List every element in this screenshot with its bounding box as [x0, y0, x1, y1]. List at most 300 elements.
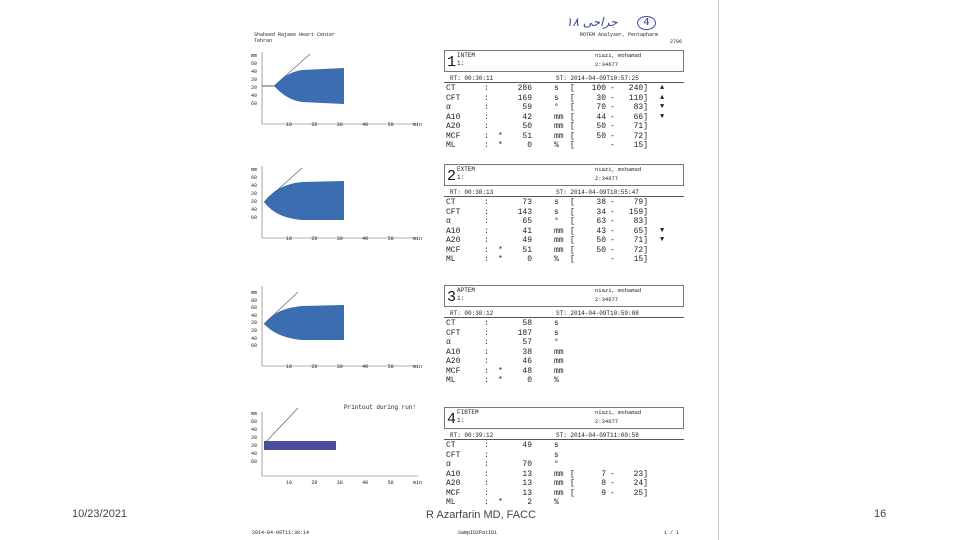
- result-value: 0: [527, 255, 532, 264]
- x-tick: 40: [362, 480, 369, 486]
- result-colon: :: [484, 131, 489, 141]
- result-row: [446, 198, 684, 208]
- result-parameter: CFT: [446, 450, 461, 460]
- test-name: INTEM: [457, 52, 476, 59]
- result-range-dash: -: [610, 141, 615, 150]
- trace-shape: [264, 181, 344, 220]
- result-parameter: ML: [446, 255, 456, 264]
- result-row: [446, 217, 684, 227]
- result-range-high: 159]: [628, 207, 648, 217]
- trace-shape: [264, 441, 336, 450]
- result-value: 13: [522, 488, 532, 498]
- x-tick-labels: [286, 236, 422, 242]
- result-value: 13: [522, 469, 532, 479]
- result-bracket: [: [570, 141, 575, 150]
- result-value: 50: [522, 122, 532, 131]
- test-lane: 1:: [457, 174, 465, 181]
- alpha-tangent: [264, 408, 298, 444]
- run-time: RT: 00:30:11: [450, 75, 494, 82]
- result-range-dash: -: [610, 469, 615, 479]
- result-colon: :: [484, 198, 489, 207]
- result-row: [446, 319, 684, 329]
- result-range-high: 24]: [633, 479, 648, 488]
- result-range-dash: -: [610, 131, 615, 141]
- result-value: 41: [522, 226, 532, 236]
- result-parameter: A20: [446, 479, 461, 488]
- result-row: [446, 236, 684, 246]
- result-parameter: MCF: [446, 488, 461, 498]
- result-row: [446, 498, 684, 508]
- result-row: [446, 338, 684, 348]
- result-colon: :: [484, 207, 489, 217]
- result-range-low: 63: [596, 217, 606, 226]
- y-tick: mm: [251, 290, 258, 296]
- patient-name: niazi, mohamad: [595, 287, 642, 294]
- result-unit: °: [554, 103, 559, 112]
- result-colon: :: [484, 460, 489, 469]
- result-value: 46: [522, 357, 532, 366]
- result-unit: %: [554, 376, 559, 385]
- result-unit: %: [554, 255, 559, 264]
- x-tick: 30: [336, 480, 343, 486]
- result-range-low: 50: [596, 131, 606, 141]
- y-tick: 40: [251, 93, 258, 99]
- x-tick: min: [412, 480, 422, 486]
- divider: [444, 317, 684, 318]
- result-range-dash: -: [610, 255, 615, 264]
- result-parameter: A10: [446, 112, 461, 122]
- result-range-low: 7: [601, 469, 606, 479]
- result-parameter: CT: [446, 84, 456, 93]
- result-value: 0: [527, 376, 532, 385]
- y-tick: 60: [251, 101, 258, 107]
- y-tick: 40: [251, 207, 258, 213]
- y-tick: mm: [251, 167, 258, 173]
- result-range-high: 71]: [633, 236, 648, 245]
- result-parameter: MCF: [446, 131, 461, 141]
- result-range-low: 44: [596, 112, 606, 122]
- x-tick: 50: [387, 236, 394, 242]
- result-row: [446, 208, 684, 218]
- y-tick: 60: [251, 215, 258, 221]
- trace-shape: [264, 305, 344, 340]
- x-tick: 50: [387, 364, 394, 370]
- trace-shape: [274, 68, 344, 104]
- start-time: ST: 2014-04-09T11:00:58: [556, 432, 639, 439]
- flag-icon: ▼: [660, 236, 665, 244]
- result-rows: [446, 84, 684, 151]
- x-tick: min: [412, 122, 422, 128]
- result-range-low: 8: [601, 479, 606, 488]
- patient-id: 2:34677: [595, 296, 619, 303]
- y-tick: 40: [251, 69, 258, 75]
- result-bracket: [: [570, 103, 575, 112]
- result-parameter: ML: [446, 141, 456, 150]
- x-tick: 50: [387, 122, 394, 128]
- y-tick: mm: [251, 411, 258, 417]
- result-range-dash: -: [610, 245, 615, 255]
- flag-icon: ▼: [660, 112, 665, 121]
- result-range-high: 25]: [633, 488, 648, 498]
- result-row: [446, 479, 684, 489]
- result-colon: :: [484, 338, 489, 347]
- patient-name: niazi, mohamad: [595, 52, 642, 59]
- result-rows: [446, 198, 684, 265]
- result-unit: mm: [554, 236, 564, 245]
- start-time: ST: 2014-04-09T10:59:08: [556, 310, 639, 317]
- temogram-fibtem: [250, 404, 422, 504]
- result-parameter: MCF: [446, 245, 461, 255]
- serial-number: 2706: [670, 39, 683, 45]
- result-colon: :: [484, 357, 489, 366]
- result-colon: :: [484, 366, 489, 376]
- result-row: [446, 489, 684, 499]
- result-colon: :: [484, 479, 489, 488]
- result-parameter: CT: [446, 198, 456, 207]
- result-colon: :: [484, 488, 489, 498]
- result-unit: s: [554, 207, 559, 217]
- result-range-high: 72]: [633, 131, 648, 141]
- result-value: 57: [522, 338, 532, 347]
- test-header-box: [444, 285, 684, 307]
- result-unit: mm: [554, 488, 564, 498]
- result-parameter: A20: [446, 236, 461, 245]
- result-bracket: [: [570, 226, 575, 236]
- x-tick: 10: [286, 236, 293, 242]
- result-range-low: 50: [596, 245, 606, 255]
- test-header-box: [444, 164, 684, 186]
- result-parameter: ML: [446, 498, 456, 507]
- analyzer-name: ROTEM Analyser, Pentapharm: [580, 32, 659, 38]
- result-row: [446, 451, 684, 461]
- result-colon: :: [484, 84, 489, 93]
- center-name: Shaheed Rajaee Heart Center: [254, 32, 336, 38]
- result-range-low: 100: [591, 84, 606, 93]
- result-value: 187: [517, 328, 532, 338]
- result-unit: s: [554, 93, 559, 103]
- result-unit: s: [554, 319, 559, 328]
- result-bracket: [: [570, 469, 575, 479]
- patient-name: niazi, mohamad: [595, 166, 642, 173]
- y-tick: 20: [251, 85, 258, 91]
- result-unit: s: [554, 84, 559, 93]
- result-unit: s: [554, 198, 559, 207]
- result-value: 73: [522, 198, 532, 207]
- result-colon: :: [484, 245, 489, 255]
- result-range-high: 66]: [633, 112, 648, 122]
- result-value: 48: [522, 366, 532, 376]
- result-rows: [446, 319, 684, 386]
- result-colon: :: [484, 122, 489, 131]
- result-colon: :: [484, 441, 489, 450]
- result-colon: :: [484, 103, 489, 112]
- y-tick: 20: [251, 443, 258, 449]
- test-index: 2: [447, 168, 457, 185]
- test-lane: 1:: [457, 417, 465, 424]
- y-tick-labels: [251, 290, 257, 351]
- result-asterisk: *: [498, 376, 503, 385]
- result-range-low: 70: [596, 103, 606, 112]
- result-colon: :: [484, 469, 489, 479]
- slide-page-number: 16: [874, 508, 887, 520]
- result-range-dash: -: [610, 198, 615, 207]
- y-tick: 20: [251, 320, 258, 327]
- result-unit: s: [554, 328, 559, 338]
- result-bracket: [: [570, 84, 575, 93]
- result-unit: mm: [554, 357, 564, 366]
- result-range-low: 38: [596, 198, 606, 207]
- result-range-high: 72]: [633, 245, 648, 255]
- x-tick: 40: [362, 364, 369, 370]
- report-footer-page: 1 / 1: [664, 530, 680, 536]
- y-tick: 20: [251, 191, 258, 197]
- result-range-dash: -: [610, 112, 615, 122]
- result-asterisk: *: [498, 245, 503, 255]
- y-tick: 20: [251, 327, 258, 334]
- result-bracket: [: [570, 255, 575, 264]
- result-value: 286: [517, 84, 532, 93]
- result-value: 59: [522, 103, 532, 112]
- city: Tehran: [254, 38, 273, 44]
- result-colon: :: [484, 319, 489, 328]
- report-footer-sample: SampID2PatID1: [458, 530, 498, 536]
- result-row: [446, 441, 684, 451]
- handwritten-note: جراحی ۱۸: [566, 15, 618, 29]
- result-unit: %: [554, 498, 559, 507]
- result-parameter: CFT: [446, 207, 461, 217]
- result-colon: :: [484, 328, 489, 338]
- result-range-dash: -: [610, 479, 615, 488]
- result-unit: mm: [554, 366, 564, 376]
- result-unit: °: [554, 217, 559, 226]
- result-parameter: CT: [446, 319, 456, 328]
- x-tick: 30: [336, 364, 343, 370]
- result-unit: mm: [554, 112, 564, 122]
- result-unit: s: [554, 450, 559, 460]
- result-bracket: [: [570, 122, 575, 131]
- result-unit: mm: [554, 131, 564, 141]
- result-range-dash: -: [610, 236, 615, 245]
- y-tick: 20: [251, 435, 258, 441]
- result-parameter: ML: [446, 376, 456, 385]
- y-tick: 40: [251, 312, 258, 319]
- result-row: [446, 460, 684, 470]
- result-asterisk: *: [498, 498, 503, 507]
- result-asterisk: *: [498, 141, 503, 150]
- result-range-dash: -: [610, 488, 615, 498]
- result-value: 49: [522, 441, 532, 450]
- run-time: RT: 00:30:12: [450, 310, 494, 317]
- result-value: 65: [522, 217, 532, 226]
- result-parameter: CFT: [446, 328, 461, 338]
- divider: [444, 439, 684, 440]
- result-range-high: 15]: [633, 141, 648, 150]
- x-tick: 30: [336, 236, 343, 242]
- x-tick-labels: [286, 364, 422, 370]
- result-value: 49: [522, 236, 532, 245]
- result-parameter: MCF: [446, 366, 461, 376]
- slide-date: 10/23/2021: [72, 508, 128, 520]
- patient-name: niazi, mohamad: [595, 409, 642, 416]
- result-row: [446, 84, 684, 94]
- result-parameter: α: [446, 217, 451, 226]
- y-tick: 40: [251, 427, 258, 433]
- result-value: 0: [527, 141, 532, 150]
- test-index: 3: [447, 289, 457, 306]
- result-parameter: A20: [446, 357, 461, 366]
- y-tick: 60: [251, 343, 258, 350]
- result-range-low: 50: [596, 236, 606, 245]
- result-parameter: CT: [446, 441, 456, 450]
- result-value: 70: [522, 460, 532, 469]
- result-bracket: [: [570, 112, 575, 122]
- patient-id: 2:34677: [595, 175, 619, 182]
- result-row: [446, 122, 684, 132]
- x-tick: 40: [362, 236, 369, 242]
- result-colon: :: [484, 450, 489, 460]
- result-unit: mm: [554, 469, 564, 479]
- result-bracket: [: [570, 245, 575, 255]
- result-range-high: 110]: [628, 93, 648, 103]
- x-tick: 10: [286, 122, 293, 128]
- handwritten-circled-number: 4: [637, 16, 656, 30]
- result-range-low: 43: [596, 226, 606, 236]
- y-tick: 40: [251, 335, 258, 342]
- result-bracket: [: [570, 479, 575, 488]
- x-tick: 20: [311, 480, 318, 486]
- patient-id: 2:34677: [595, 418, 619, 425]
- result-range-low: 30: [596, 93, 606, 103]
- y-tick-labels: [251, 52, 257, 108]
- result-colon: :: [484, 376, 489, 385]
- result-bracket: [: [570, 488, 575, 498]
- result-colon: :: [484, 347, 489, 357]
- result-value: 38: [522, 347, 532, 357]
- x-tick: 20: [311, 236, 318, 242]
- result-row: [446, 367, 684, 377]
- result-row: [446, 376, 684, 386]
- x-tick: 30: [336, 122, 343, 128]
- result-row: [446, 357, 684, 367]
- result-range-high: 83]: [633, 217, 648, 226]
- result-asterisk: *: [498, 131, 503, 141]
- divider: [444, 196, 684, 197]
- result-value: 169: [517, 93, 532, 103]
- y-tick: 60: [251, 175, 258, 181]
- flag-icon: ▼: [660, 226, 665, 235]
- result-bracket: [: [570, 93, 575, 103]
- result-range-dash: -: [610, 93, 615, 103]
- run-time: RT: 00:39:12: [450, 432, 494, 439]
- result-colon: :: [484, 255, 489, 264]
- test-header-box: [444, 50, 684, 72]
- result-range-dash: -: [610, 217, 615, 226]
- patient-id: 2:34677: [595, 61, 619, 68]
- result-range-high: 240]: [628, 84, 648, 93]
- temogram-aptem: [250, 282, 422, 382]
- y-tick: 60: [251, 459, 258, 465]
- result-value: 2: [527, 498, 532, 507]
- result-row: [446, 113, 684, 123]
- y-tick: 40: [251, 451, 258, 457]
- result-colon: :: [484, 498, 489, 507]
- scan-edge-right: [718, 0, 719, 540]
- result-range-dash: -: [610, 122, 615, 131]
- x-tick: 10: [286, 364, 293, 370]
- result-unit: s: [554, 441, 559, 450]
- temogram-intem: [250, 40, 422, 140]
- result-colon: :: [484, 236, 489, 245]
- result-range-dash: -: [610, 84, 615, 93]
- temogram-extem: [250, 154, 422, 254]
- result-unit: mm: [554, 245, 564, 255]
- y-tick: 20: [251, 199, 258, 205]
- result-row: [446, 255, 684, 265]
- result-asterisk: *: [498, 255, 503, 264]
- result-bracket: [: [570, 207, 575, 217]
- result-parameter: A10: [446, 469, 461, 479]
- result-value: 51: [522, 131, 532, 141]
- result-parameter: A10: [446, 347, 461, 357]
- result-parameter: A20: [446, 122, 461, 131]
- printout-label: Printout during run!: [344, 404, 417, 411]
- flag-icon: ▲: [660, 84, 665, 92]
- y-tick: 80: [251, 297, 258, 304]
- test-name: FIBTEM: [457, 409, 479, 416]
- y-tick-labels: [251, 166, 257, 222]
- result-unit: mm: [554, 122, 564, 131]
- flag-icon: ▼: [660, 103, 665, 111]
- x-tick: min: [412, 236, 422, 242]
- result-range-high: 15]: [633, 255, 648, 264]
- result-row: [446, 348, 684, 358]
- result-unit: mm: [554, 347, 564, 357]
- result-range-high: 83]: [633, 103, 648, 112]
- result-colon: :: [484, 141, 489, 150]
- result-row: [446, 103, 684, 113]
- result-range-dash: -: [610, 103, 615, 112]
- y-tick: 60: [251, 305, 258, 312]
- test-index: 4: [447, 411, 457, 428]
- result-parameter: α: [446, 460, 451, 469]
- result-colon: :: [484, 93, 489, 103]
- result-value: 51: [522, 245, 532, 255]
- result-value: 42: [522, 112, 532, 122]
- result-range-high: 65]: [633, 226, 648, 236]
- x-tick: 40: [362, 122, 369, 128]
- result-parameter: α: [446, 103, 451, 112]
- x-tick: 20: [311, 364, 318, 370]
- x-tick-labels: [286, 122, 422, 128]
- start-time: ST: 2014-04-09T10:57:25: [556, 75, 639, 82]
- y-tick: 60: [251, 419, 258, 425]
- result-range-high: 79]: [633, 198, 648, 207]
- flag-icon: ▲: [660, 93, 665, 102]
- y-tick: 20: [251, 77, 258, 83]
- x-tick: 50: [387, 480, 394, 486]
- result-range-dash: -: [610, 226, 615, 236]
- y-tick-labels: [251, 410, 257, 466]
- result-range-low: 34: [596, 207, 606, 217]
- result-colon: :: [484, 217, 489, 226]
- run-time: RT: 00:30:13: [450, 189, 494, 196]
- slide-author: R Azarfarin MD, FACC: [426, 509, 537, 521]
- result-row: [446, 329, 684, 339]
- result-asterisk: *: [498, 366, 503, 376]
- report-footer-datetime: 2014-04-09T11:30:14: [252, 530, 310, 536]
- result-bracket: [: [570, 131, 575, 141]
- result-parameter: A10: [446, 226, 461, 236]
